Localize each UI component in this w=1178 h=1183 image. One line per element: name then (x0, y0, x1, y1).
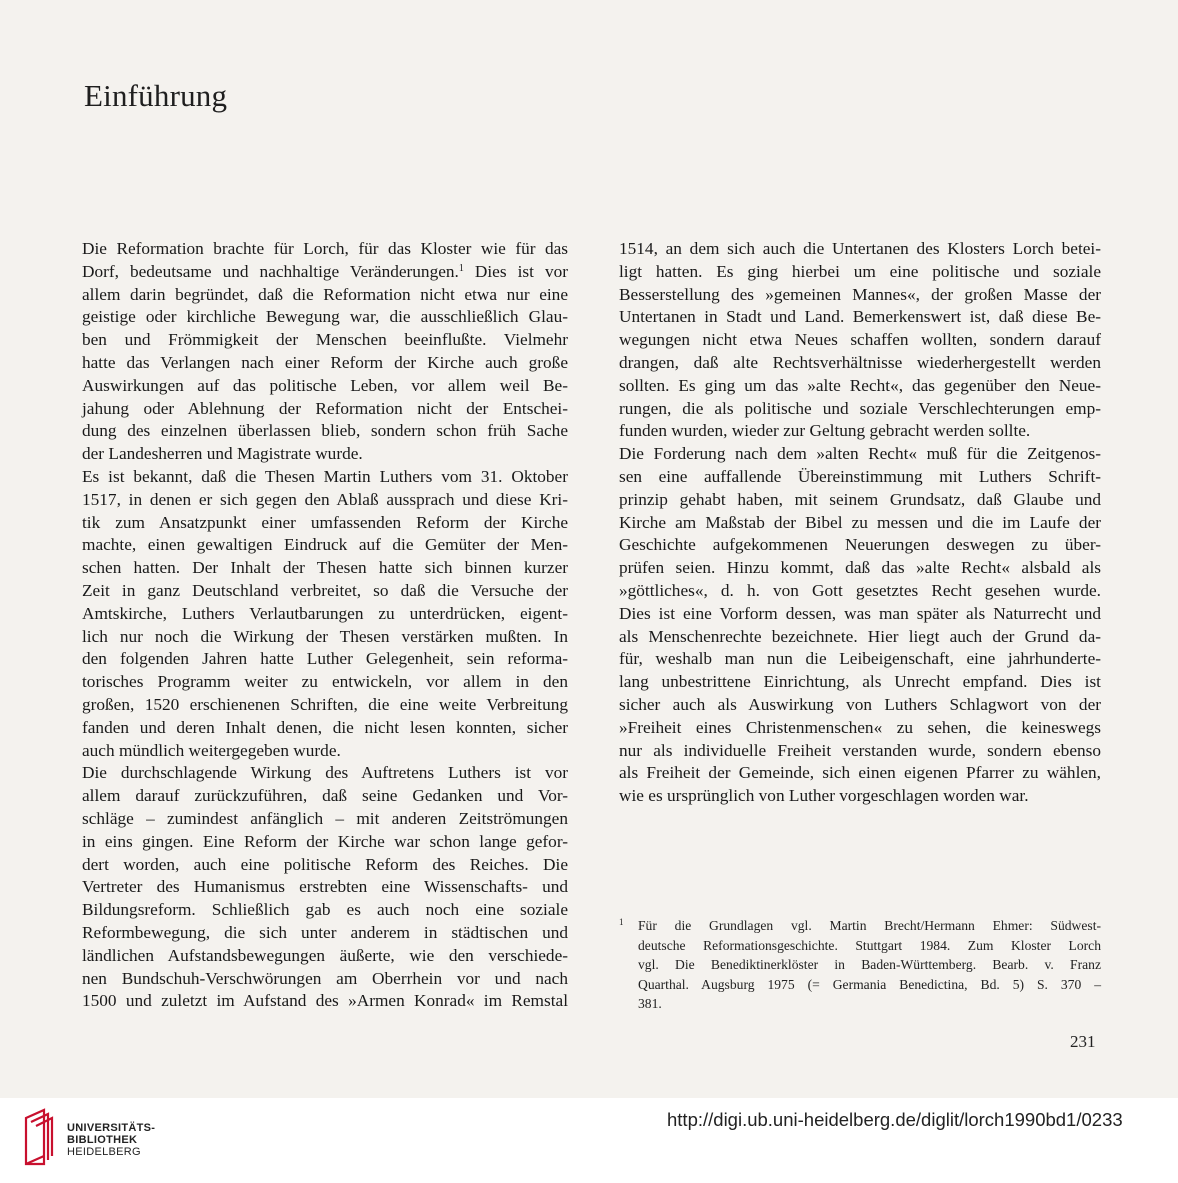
right-text-column (619, 238, 1101, 808)
page-title: Einführung (84, 78, 228, 113)
text-line: torisches Programm weiter zu entwickeln, vor allem in den (82, 672, 568, 692)
text-line: rungen, die als politische und soziale Verschlechterungen emp- (619, 398, 1101, 418)
text-line: ländlichen Aufstandsbewegungen äußerte, wie den verschiede- (82, 945, 568, 965)
page-number: 231 (1070, 1032, 1096, 1051)
text-line: sollten. Es ging um das »alte Recht«, das gegenüber den Neue- (619, 375, 1101, 395)
viewer-footer (0, 1098, 1178, 1183)
text-line: dert worden, auch eine politische Reform des Reiches. Die (82, 854, 568, 874)
text-line: drangen, daß alte Rechtsverhältnisse wiederhergestellt werden (619, 352, 1101, 372)
text-line: nur als individuelle Freiheit verstanden wurde, sondern ebenso (619, 740, 1101, 760)
footnote-reference[interactable]: 1 (458, 262, 464, 274)
left-text-column (82, 238, 568, 1013)
text-line: Kirche am Maßstab der Bibel zu messen und die im Laufe der (619, 512, 1101, 532)
text-line: 1517, in denen er sich gegen den Ablaß aussprach und diese Kri- (82, 489, 568, 509)
text-line: wegungen nicht etwa Neues schaffen wollten, sondern darauf (619, 330, 1101, 350)
text-line: Zeit in ganz Deutschland verbreitet, so daß die Versuche der (82, 580, 568, 600)
text-line: Amtskirche, Luthers Verlautbarungen zu unterdrücken, eigent- (82, 603, 568, 623)
footnote-text (638, 916, 1101, 1014)
library-name[interactable]: UNIVERSITÄTS- BIBLIOTHEK HEIDELBERG (67, 1122, 156, 1158)
text-line: wie es ursprünglich von Luther vorgeschlagen worden war. (619, 786, 1029, 806)
text-line: als Menschenrechte bezeichnete. Hier liegt auch der Grund da- (619, 626, 1101, 646)
text-line: in eins gingen. Eine Reform der Kirche war schon lange gefor- (82, 831, 568, 851)
footnote (619, 916, 1101, 1014)
footnote-line: Für die Grundlagen vgl. Martin Brecht/Hermann Ehmer: Südwest- (638, 918, 1101, 933)
footnote-line: vgl. Die Benediktinerklöster in Baden-Württemberg. Bearb. v. Franz (638, 957, 1101, 973)
text-line: Geschichte aufgekommenen Neuerungen deswegen zu über- (619, 535, 1101, 555)
text-line: der Landesherren und Magistrate wurde. (82, 444, 363, 464)
text-line: Vertreter des Humanismus erstrebten eine Wissenschafts- und (82, 877, 568, 897)
text-line: jahung oder Ablehnung der Reformation nicht der Entschei- (82, 398, 568, 418)
text-line: auch mündlich weitergegeben wurde. (82, 740, 341, 760)
footnote-line: Quarthal. Augsburg 1975 (= Germania Benedictina, Bd. 5) S. 370 – (638, 976, 1101, 992)
text-line: allem darauf zurückzuführen, daß seine Gedanken und Vor- (82, 786, 568, 806)
text-line: Reformbewegung, die sich unter anderem in städtischen und (82, 922, 568, 942)
text-line: nen Bundschuh-Verschwörungen am Oberrhein vor und nach (82, 968, 568, 988)
library-logo-icon[interactable] (22, 1108, 62, 1168)
text-line: schen hatten. Der Inhalt der Thesen hatte sich binnen kurzer (82, 558, 568, 578)
footnote-line: deutsche Reformationsgeschichte. Stuttgart 1984. Zum Kloster Lorch (638, 937, 1101, 953)
text-line: für, weshalb man nun die Leibeigenschaft, eine jahrhunderte- (619, 649, 1101, 669)
text-line: allem darin begründet, daß die Reformation nicht etwa nur eine (82, 284, 568, 304)
footnote-mark: 1 (619, 917, 624, 927)
text-line: dung des einzelnen überlassen blieb, sondern schon früh Sache (82, 421, 568, 441)
text-line: Die Reformation brachte für Lorch, für das Kloster wie für das (82, 239, 568, 258)
text-line: hatte das Verlangen nach einer Reform der Kirche auch große (82, 352, 568, 372)
text-line: Dies ist eine Vorform dessen, was man später als Naturrecht und (619, 603, 1101, 623)
text-line: fanden und deren Inhalt denen, die nicht lesen konnten, sicher (82, 717, 568, 737)
text-line: funden wurden, wieder zur Geltung gebracht werden sollte. (619, 421, 1031, 441)
permalink-url[interactable]: http://digi.ub.uni-heidelberg.de/diglit/lorch1990bd1/0233 (667, 1109, 1123, 1130)
text-line: sen eine auffallende Übereinstimmung mit Luthers Schrift- (619, 466, 1101, 486)
text-line: schläge – zumindest anfänglich – mit anderen Zeitströmungen (82, 808, 568, 828)
text-line: den folgenden Jahren hatte Luther Gelegenheit, sein reforma- (82, 649, 568, 669)
text-line: prinzip gehabt haben, mit seinem Grundsatz, daß Glaube und (619, 489, 1101, 509)
text-line: sicher auch als Auswirkung von Luthers Schlagwort von der (619, 694, 1101, 714)
text-line: Bildungsreform. Schließlich gab es auch noch eine soziale (82, 900, 568, 920)
text-line: Es ist bekannt, daß die Thesen Martin Luthers vom 31. Oktober (82, 466, 568, 486)
text-line: Die Forderung nach dem »alten Recht« muß für die Zeitgenos- (619, 444, 1101, 464)
text-line: tik zum Ansatzpunkt einer umfassenden Reform der Kirche (82, 512, 568, 532)
text-line: Die durchschlagende Wirkung des Auftretens Luthers ist vor (82, 763, 568, 783)
text-line-with-footnote-ref: Dorf, bedeutsame und nachhaltige Veränderungen.$^1$ Dies ist vor (82, 261, 568, 281)
text-line: 1500 und zuletzt im Aufstand des »Armen Konrad« im Remstal (82, 991, 568, 1011)
text-line: prüfen seien. Hinzu kommt, daß das »alte Recht« alsbald als (619, 558, 1101, 578)
text-line: 1514, an dem sich auch die Untertanen des Klosters Lorch betei- (619, 239, 1101, 258)
text-line: »Freiheit eines Christenmenschen« zu sehen, die keineswegs (619, 717, 1101, 737)
text-line: lich nur noch die Wirkung der Thesen verstärken mußten. In (82, 626, 568, 646)
text-line: Besserstellung des »gemeinen Mannes«, der großen Masse der (619, 284, 1101, 304)
text-line: lang unbestrittene Einrichtung, als Unrecht empfand. Dies ist (619, 672, 1101, 692)
text-line: ligt hatten. Es ging hierbei um eine politische und soziale (619, 261, 1101, 281)
footnote-line: 381. (638, 996, 662, 1012)
text-line: machte, einen gewaltigen Eindruck auf die Gemüter der Men- (82, 535, 568, 555)
text-line: »göttliches«, d. h. von Gott gesetztes Recht gesehen wurde. (619, 580, 1101, 600)
text-line: Untertanen in Stadt und Land. Bemerkenswert ist, daß diese Be- (619, 307, 1101, 327)
text-line: geistige oder kirchliche Bewegung war, die ausschließlich Glau- (82, 307, 568, 327)
text-line: großen, 1520 erschienenen Schriften, die eine weite Verbreitung (82, 694, 568, 714)
text-line: ben und Frömmigkeit der Menschen beeinflußte. Vielmehr (82, 330, 568, 350)
text-line: Auswirkungen auf das politische Leben, vor allem weil Be- (82, 375, 568, 395)
text-line: als Freiheit der Gemeinde, sich einen eigenen Pfarrer zu wählen, (619, 763, 1101, 783)
